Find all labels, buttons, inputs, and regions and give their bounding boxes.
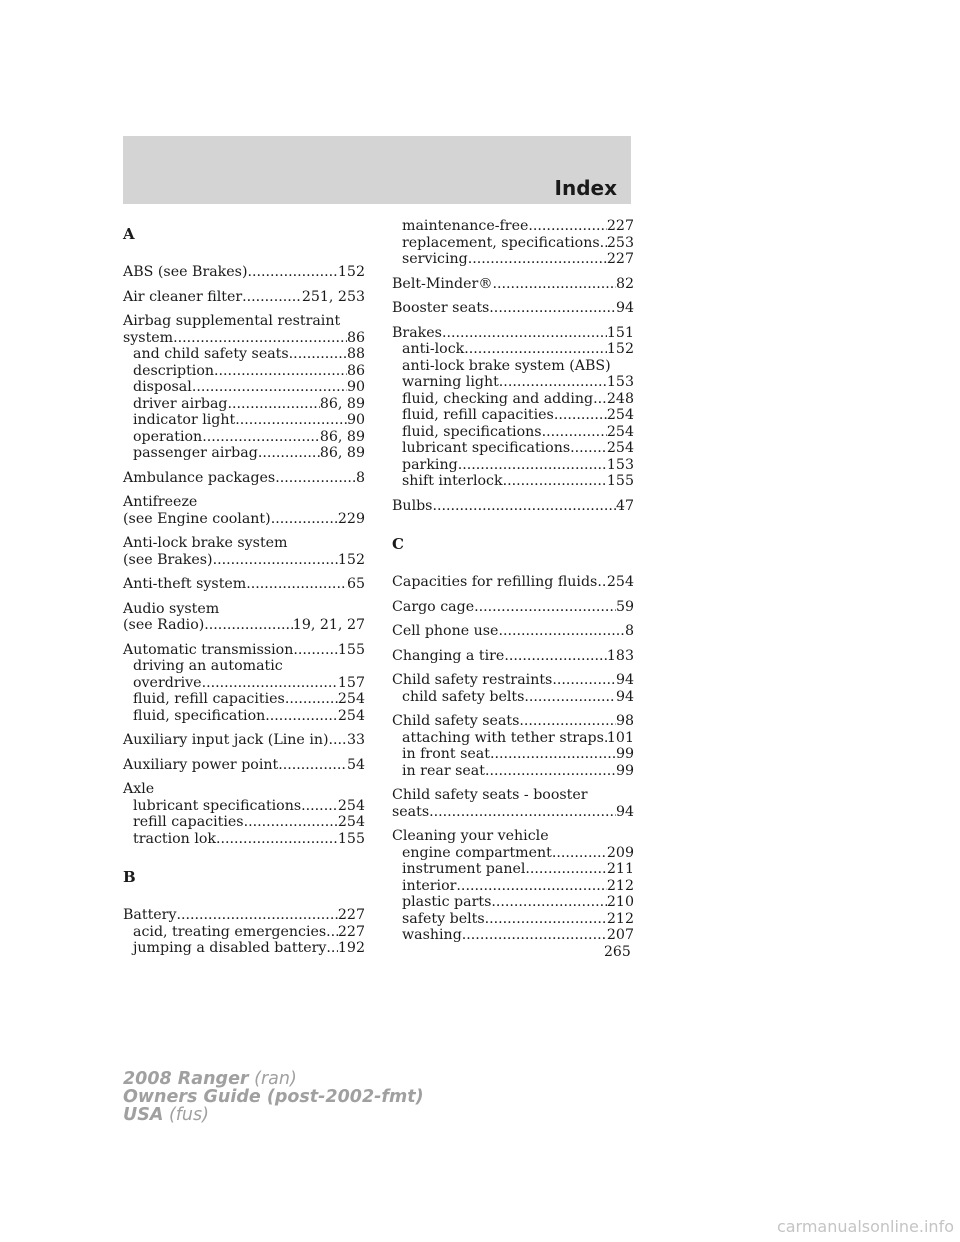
entry-text: Axle	[123, 781, 155, 797]
dot-leader	[503, 473, 607, 490]
page-reference: 254	[606, 423, 634, 440]
index-entry	[392, 623, 634, 640]
entry-text: system	[123, 329, 174, 346]
entry-text: Audio system	[123, 600, 220, 617]
page-reference: 211	[606, 861, 634, 877]
page-reference: 212	[606, 910, 634, 927]
site-watermark: carmanualsonline.info	[776, 1217, 954, 1236]
index-subentry-line	[392, 457, 634, 474]
page-reference: 90	[346, 412, 365, 428]
dot-leader	[301, 798, 338, 815]
entry-text: passenger airbag	[133, 445, 258, 461]
page-reference: 212	[606, 877, 634, 894]
index-entry	[392, 276, 634, 293]
index-entry	[123, 732, 365, 749]
index-entry	[392, 218, 634, 268]
dot-leader	[519, 713, 616, 730]
page-reference: 19, 21, 27	[292, 617, 365, 633]
index-entry	[123, 642, 365, 725]
index-subentry-line	[392, 391, 634, 408]
entry-text: shift interlock	[402, 473, 503, 489]
page-reference: 254	[337, 691, 365, 707]
page-reference: 152	[337, 264, 365, 280]
index-subentry-line	[123, 814, 365, 831]
index-subentry-line	[123, 445, 365, 462]
entry-text: attaching with tether straps	[402, 729, 604, 746]
document-footer	[123, 1070, 424, 1124]
page-reference: 155	[337, 830, 365, 847]
page-reference: 210	[606, 894, 634, 910]
index-entry	[392, 648, 634, 665]
index-entry-line	[123, 470, 365, 487]
entry-text: Auxiliary power point	[123, 756, 279, 773]
index-entry-line	[123, 576, 365, 593]
index-entry-line	[123, 781, 365, 798]
entry-text: and child safety seats	[133, 346, 289, 362]
dot-leader	[326, 940, 337, 957]
index-subentry-line	[392, 746, 634, 763]
index-entry-line	[123, 552, 365, 569]
index-entry	[392, 574, 634, 591]
dot-leader	[462, 927, 607, 944]
page-reference: 253	[606, 234, 634, 251]
page-reference: 251, 253	[301, 288, 365, 305]
entry-text: Cell phone use	[392, 623, 499, 639]
dot-leader	[214, 363, 347, 380]
index-entry-line	[392, 276, 634, 293]
entry-text: plastic parts	[402, 894, 492, 910]
index-entry-line	[123, 511, 365, 528]
entry-text: driving an automatic	[133, 658, 283, 674]
page-reference: 254	[606, 574, 634, 590]
dot-leader	[248, 264, 338, 281]
page-reference: 86, 89	[319, 428, 365, 445]
dot-leader	[552, 672, 616, 689]
page-reference: 227	[606, 218, 634, 234]
index-subentry-line	[392, 218, 634, 235]
index-column-left	[123, 218, 365, 965]
index-subentry-line	[392, 861, 634, 878]
page-reference: 254	[606, 407, 634, 423]
page-reference: 254	[337, 814, 365, 830]
entry-text: (see Engine coolant)	[123, 510, 271, 527]
page-reference: 157	[337, 674, 365, 691]
entry-text: Antifreeze	[123, 494, 198, 510]
index-entry	[392, 828, 634, 944]
index-entry	[123, 535, 365, 568]
entry-text: fluid, specification	[133, 707, 266, 724]
entry-text: fluid, specifications	[402, 423, 542, 440]
index-entry-line	[392, 623, 634, 640]
index-subentry-line	[123, 675, 365, 692]
dot-leader	[329, 732, 347, 749]
index-subentry-line	[392, 341, 634, 358]
dot-leader	[242, 289, 302, 306]
page-reference: 88	[346, 346, 365, 362]
index-entry	[123, 907, 365, 957]
entry-text: instrument panel	[402, 861, 526, 877]
entries-b-continued	[392, 218, 634, 514]
index-entry	[123, 781, 365, 847]
index-subentry-line	[392, 251, 634, 268]
entry-text: Ambulance packages	[123, 469, 276, 486]
index-entry	[123, 757, 365, 774]
entry-text: Anti-lock brake system	[123, 535, 288, 551]
index-entry-line	[123, 264, 365, 281]
dot-leader	[456, 878, 606, 895]
page-reference: 152	[606, 341, 634, 357]
page-reference: 229	[337, 510, 365, 527]
index-subentry-line	[392, 927, 634, 944]
index-entry	[123, 494, 365, 527]
page-reference: 155	[606, 473, 634, 489]
index-entry-line	[123, 617, 365, 634]
page-reference: 94	[615, 672, 634, 688]
index-entry-line	[123, 601, 365, 618]
index-entry-line	[392, 672, 634, 689]
entry-text: ABS (see Brakes)	[123, 264, 248, 280]
entry-text: seats	[392, 803, 430, 820]
entry-text: Cargo cage	[392, 598, 475, 615]
dot-leader	[597, 574, 607, 591]
entry-text: acid, treating emergencies	[133, 923, 327, 940]
entry-text: Air cleaner filter	[123, 288, 243, 305]
entry-text: anti-lock brake system (ABS)	[402, 357, 611, 374]
index-entry	[123, 289, 365, 306]
page-reference: 86, 89	[319, 395, 365, 412]
dot-leader	[429, 804, 616, 821]
index-subentry-line	[123, 396, 365, 413]
page-reference: 248	[606, 390, 634, 407]
dot-leader	[498, 623, 625, 640]
index-entry-line	[392, 498, 634, 515]
page-reference: 153	[606, 456, 634, 473]
index-entry-line	[392, 787, 634, 804]
page-reference: 8	[624, 623, 634, 639]
page-reference: 153	[606, 374, 634, 390]
index-subentry-line	[123, 429, 365, 446]
section-letter-b: B	[123, 868, 136, 886]
page-reference: 59	[615, 598, 634, 615]
index-entry-line	[392, 574, 634, 591]
page-reference: 209	[606, 844, 634, 861]
entry-text: traction lok	[133, 830, 216, 847]
index-entry	[392, 713, 634, 779]
entry-text: Changing a tire	[392, 647, 505, 664]
index-subentry-line	[392, 911, 634, 928]
index-subentry-line	[392, 689, 634, 706]
entry-text: Battery	[123, 907, 177, 923]
dot-leader	[202, 675, 338, 692]
entry-text: Booster seats	[392, 300, 490, 316]
index-subentry-line	[392, 440, 634, 457]
index-entry-line	[392, 648, 634, 665]
page-reference: 47	[615, 497, 634, 514]
entry-text: in front seat	[402, 746, 490, 762]
entry-text: Belt-Minder®	[392, 275, 493, 292]
page-reference: 86	[346, 329, 365, 346]
dot-leader	[528, 218, 607, 235]
dot-leader	[524, 689, 616, 706]
page-number: 265	[604, 944, 631, 960]
entry-text: Airbag supplemental restraint	[123, 313, 341, 329]
index-subentry-line	[123, 412, 365, 429]
index-subentry-line	[123, 363, 365, 380]
entry-text: Brakes	[392, 324, 442, 341]
page-reference: 86, 89	[319, 445, 365, 461]
page-reference: 254	[606, 440, 634, 456]
page-title: Index	[554, 176, 617, 200]
dot-leader	[204, 617, 293, 634]
entry-text: fluid, refill capacities	[402, 407, 554, 423]
dot-leader	[600, 235, 607, 252]
dot-leader	[192, 379, 347, 396]
index-entry	[392, 672, 634, 705]
page-reference: 94	[615, 688, 634, 705]
entries-a	[123, 264, 365, 847]
index-entry-line	[123, 757, 365, 774]
index-entry	[123, 313, 365, 462]
dot-leader	[542, 424, 607, 441]
dot-leader	[246, 576, 347, 593]
entry-text: lubricant specifications	[402, 440, 571, 456]
dot-leader	[570, 440, 607, 457]
entry-text: operation	[133, 428, 203, 445]
dot-leader	[493, 276, 616, 293]
dot-leader	[235, 412, 347, 429]
index-subentry-line	[392, 235, 634, 252]
page-reference: 192	[337, 940, 365, 956]
page-reference: 98	[615, 713, 634, 729]
entry-text: Child safety seats	[392, 713, 520, 729]
dot-leader	[490, 746, 616, 763]
index-entry-line	[123, 535, 365, 552]
page-reference: 152	[337, 551, 365, 568]
dot-leader	[554, 407, 607, 424]
dot-leader	[491, 894, 607, 911]
entry-text: Cleaning your vehicle	[392, 828, 549, 844]
dot-leader	[289, 346, 347, 363]
dot-leader	[593, 391, 607, 408]
dot-leader	[464, 341, 607, 358]
dot-leader	[504, 648, 607, 665]
footer-line-3: USA (fus)	[123, 1105, 209, 1125]
page-reference: 82	[615, 275, 634, 292]
index-subentry-line	[392, 358, 634, 375]
dot-leader	[552, 845, 607, 862]
entry-text: in rear seat	[402, 762, 485, 779]
index-subentry-line	[392, 730, 634, 747]
index-entry-line	[392, 713, 634, 730]
index-subentry-line	[392, 374, 634, 391]
entry-text: Capacities for refilling fluids	[392, 574, 598, 590]
dot-leader	[489, 300, 616, 317]
dot-leader	[468, 251, 607, 268]
page-reference: 86	[346, 362, 365, 379]
index-entry	[123, 264, 365, 281]
dot-leader	[202, 429, 320, 446]
index-subentry-line	[123, 691, 365, 708]
section-letter-c: C	[392, 535, 404, 553]
entry-text: maintenance-free	[402, 218, 529, 234]
index-entry-line	[392, 804, 634, 821]
index-entry	[123, 470, 365, 487]
index-column-right	[392, 218, 634, 952]
page-reference: 227	[606, 251, 634, 267]
page-reference: 101	[606, 729, 634, 746]
dot-leader	[474, 599, 616, 616]
entry-text: parking	[402, 456, 458, 473]
page-reference: 183	[606, 647, 634, 664]
dot-leader	[326, 924, 338, 941]
page-reference: 33	[346, 732, 365, 748]
index-entry	[392, 787, 634, 820]
entry-text: safety belts	[402, 910, 485, 927]
index-subentry-line	[123, 940, 365, 957]
index-subentry-line	[123, 708, 365, 725]
page-reference: 94	[615, 803, 634, 820]
index-entry	[123, 576, 365, 593]
section-letter-a: A	[123, 225, 135, 243]
dot-leader	[485, 763, 616, 780]
dot-leader	[176, 907, 337, 924]
page-reference: 99	[615, 762, 634, 779]
entry-text: fluid, refill capacities	[133, 691, 285, 707]
entry-text: engine compartment	[402, 844, 552, 861]
index-subentry-line	[123, 924, 365, 941]
page-reference: 227	[337, 923, 365, 940]
index-entry-line	[123, 907, 365, 924]
entry-text: anti-lock	[402, 341, 465, 357]
index-subentry-line	[123, 379, 365, 396]
entry-text: lubricant specifications	[133, 797, 302, 814]
page-reference: 54	[346, 756, 365, 773]
header-band	[123, 136, 631, 204]
index-entry-line	[392, 325, 634, 342]
index-subentry-line	[392, 878, 634, 895]
entries-c	[392, 574, 634, 944]
index-entry-line	[392, 828, 634, 845]
index-entry-line	[123, 494, 365, 511]
page-reference: 155	[337, 641, 365, 658]
entry-text: (see Radio)	[123, 617, 205, 633]
index-entry-line	[123, 289, 365, 306]
entry-text: Auxiliary input jack (Line in)	[123, 732, 329, 748]
entry-text: Child safety restraints	[392, 672, 553, 688]
index-entry	[392, 599, 634, 616]
entries-b	[123, 907, 365, 957]
index-entry-line	[392, 300, 634, 317]
page-reference: 90	[346, 379, 365, 395]
dot-leader	[499, 374, 607, 391]
index-entry-line	[123, 313, 365, 330]
dot-leader	[525, 861, 607, 878]
index-subentry-line	[123, 798, 365, 815]
index-entry	[392, 300, 634, 317]
entry-text: child safety belts	[402, 688, 525, 705]
dot-leader	[265, 708, 338, 725]
index-subentry-line	[392, 894, 634, 911]
entry-text: washing	[402, 927, 462, 943]
entry-text: Automatic transmission	[123, 641, 294, 658]
index-subentry-line	[392, 407, 634, 424]
entry-text: overdrive	[133, 674, 202, 691]
entry-text: Bulbs	[392, 497, 433, 514]
entry-text: indicator light	[133, 412, 236, 428]
entry-text: (see Brakes)	[123, 551, 213, 568]
index-entry	[123, 601, 365, 634]
index-entry	[392, 325, 634, 490]
dot-leader	[432, 498, 615, 515]
index-subentry-line	[123, 831, 365, 848]
index-subentry-line	[123, 658, 365, 675]
index-subentry-line	[392, 424, 634, 441]
footer-line-1: 2008 Ranger (ran)	[123, 1069, 297, 1089]
dot-leader	[285, 691, 338, 708]
dot-leader	[216, 831, 338, 848]
entry-text: fluid, checking and adding	[402, 390, 594, 407]
page-reference: 151	[606, 324, 634, 341]
entry-text: Anti-theft system	[123, 576, 247, 592]
entry-text: Child safety seats - booster	[392, 787, 588, 803]
dot-leader	[275, 470, 356, 487]
page-reference: 99	[615, 746, 634, 762]
page-reference: 254	[337, 707, 365, 724]
index-subentry-line	[123, 346, 365, 363]
dot-leader	[228, 396, 320, 413]
index-subentry-line	[392, 473, 634, 490]
dot-leader	[278, 757, 347, 774]
dot-leader	[458, 457, 607, 474]
dot-leader	[258, 445, 320, 462]
page-reference: 207	[606, 927, 634, 943]
page-reference: 254	[337, 797, 365, 814]
dot-leader	[271, 511, 338, 528]
dot-leader	[485, 911, 607, 928]
index-entry	[392, 498, 634, 515]
index-entry-line	[123, 642, 365, 659]
index-subentry-line	[392, 763, 634, 780]
index-entry-line	[392, 599, 634, 616]
dot-leader	[442, 325, 607, 342]
entry-text: servicing	[402, 251, 468, 267]
dot-leader	[293, 642, 338, 659]
entry-text: disposal	[133, 379, 192, 395]
index-entry-line	[123, 330, 365, 347]
entry-text: description	[133, 362, 215, 379]
entry-text: refill capacities	[133, 814, 244, 830]
dot-leader	[213, 552, 338, 569]
dot-leader	[173, 330, 347, 347]
index-entry-line	[123, 732, 365, 749]
dot-leader	[244, 814, 338, 831]
index-subentry-line	[392, 845, 634, 862]
entry-text: driver airbag	[133, 395, 228, 412]
page-reference: 94	[615, 300, 634, 316]
entry-text: replacement, specifications	[402, 234, 600, 251]
entry-text: warning light	[402, 374, 499, 390]
entry-text: interior	[402, 877, 457, 894]
page-reference: 227	[337, 907, 365, 923]
entry-text: jumping a disabled battery	[133, 940, 327, 956]
footer-line-2: Owners Guide (post-2002-fmt)	[123, 1087, 424, 1107]
page-reference: 8	[355, 469, 365, 486]
page-reference: 65	[346, 576, 365, 592]
